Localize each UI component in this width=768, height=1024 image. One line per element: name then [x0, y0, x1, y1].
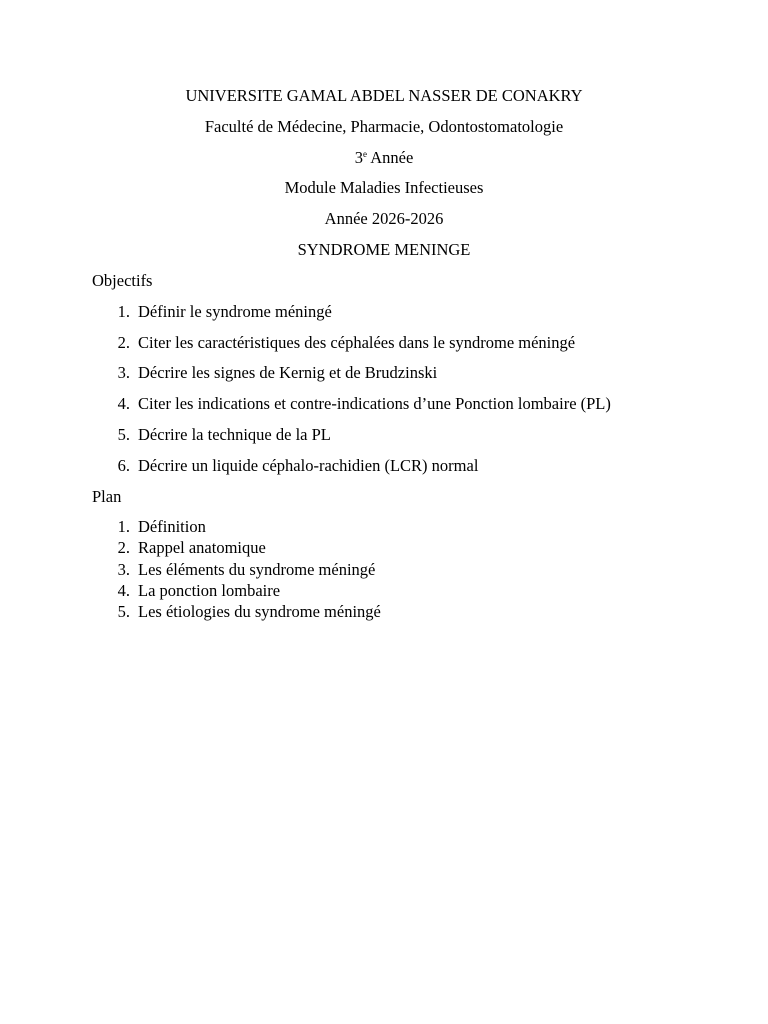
plan-text: Définition [138, 517, 206, 536]
faculty-name: Faculté de Médecine, Pharmacie, Odontostomatologie [204, 117, 564, 136]
plan-text: Les éléments du syndrome méningé [138, 560, 376, 579]
plan-heading: Plan [92, 487, 122, 506]
academic-year: Année 2026-2026 [324, 209, 444, 228]
plan-number: 4. [117, 581, 130, 600]
plan-number: 2. [117, 538, 130, 557]
objective-text: Citer les caractéristiques des céphalées dans le syndrome méningé [138, 333, 576, 352]
plan-text: La ponction lombaire [138, 581, 281, 600]
objective-text: Décrire les signes de Kernig et de Brudzinski [138, 363, 438, 382]
plan-number: 1. [117, 517, 130, 536]
objective-number: 1. [117, 302, 130, 321]
study-year-label: Année [366, 148, 414, 167]
plan-number: 3. [117, 560, 130, 579]
objective-text: Définir le syndrome méningé [138, 302, 332, 321]
objective-number: 5. [117, 425, 130, 444]
study-year-number: 3 [354, 148, 363, 167]
objective-number: 3. [117, 363, 130, 382]
objective-number: 4. [117, 394, 130, 413]
objective-text: Décrire la technique de la PL [138, 425, 331, 444]
plan-number: 5. [117, 602, 130, 621]
objectives-heading: Objectifs [92, 271, 153, 290]
module-name: Module Maladies Infectieuses [284, 178, 484, 197]
objective-text: Décrire un liquide céphalo-rachidien (LCR) normal [138, 456, 479, 475]
university-name: UNIVERSITE GAMAL ABDEL NASSER DE CONAKRY [185, 86, 583, 105]
document-title: SYNDROME MENINGE [297, 240, 471, 259]
objective-number: 2. [117, 333, 130, 352]
objective-number: 6. [117, 456, 130, 475]
study-year-superscript: e [362, 149, 367, 159]
objective-text: Citer les indications et contre-indications d’une Ponction lombaire (PL) [138, 394, 611, 413]
plan-text: Les étiologies du syndrome méningé [138, 602, 381, 621]
plan-text: Rappel anatomique [138, 538, 266, 557]
study-year [0, 148, 768, 168]
